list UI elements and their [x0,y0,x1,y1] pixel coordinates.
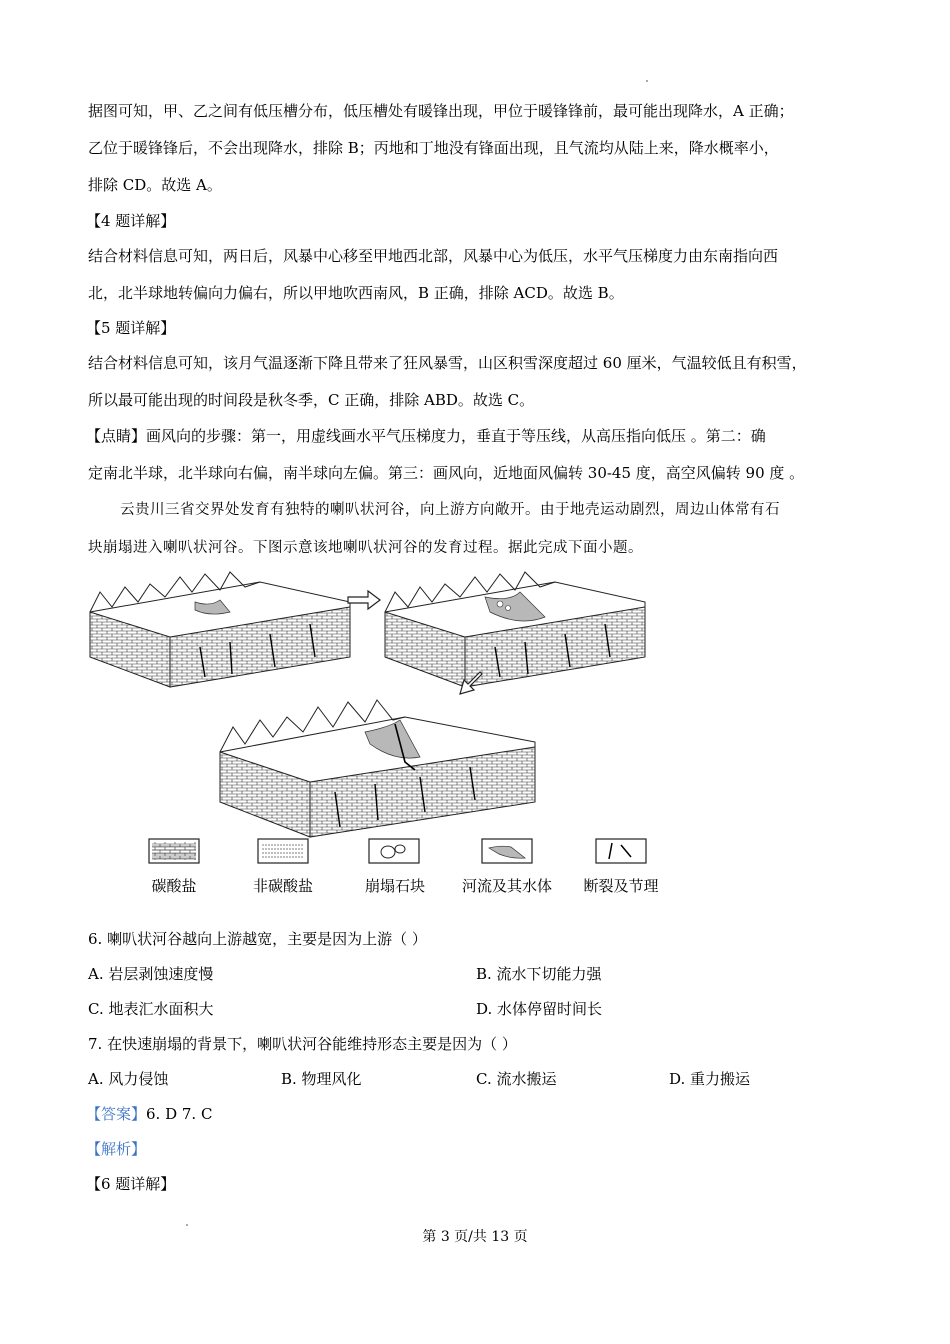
answer-line [86,1104,212,1124]
page-footer: 第 3 页/共 13 页 [422,1229,528,1245]
legend-label-river: 河流及其水体 [461,877,552,895]
section-heading-q5: 【5 题详解】 [86,319,176,337]
question-7-stem: 7. 在快速崩塌的背景下，喇叭状河谷能维持形态主要是因为（ ） [88,1035,517,1053]
legend-label-noncarbonate: 非碳酸盐 [252,877,313,895]
block-stage-1 [90,572,350,687]
tip-line [86,426,766,446]
answer-text: 6. D 7. C [146,1105,213,1123]
question-6-option-b: B. 流水下切能力强 [476,965,602,983]
question-7-option-a: A. 风力侵蚀 [88,1070,169,1088]
legend-collapse-rock-icon [368,838,420,864]
paragraph-line: 结合材料信息可知，两日后，风暴中心移至甲地西北部，风暴中心为低压，水平气压梯度力由东南指向西 [88,247,779,265]
paragraph-line: 北，北半球地转偏向力偏右，所以甲地吹西南风，B 正确，排除 ACD。故选 B。 [88,284,624,302]
question-6-stem: 6. 喇叭状河谷越向上游越宽，主要是因为上游（ ） [88,930,427,948]
page-speck [646,80,648,82]
analysis-label: 【解析】 [86,1140,147,1158]
paragraph-line: 结合材料信息可知，该月气温逐渐下降且带来了狂风暴雪，山区积雪深度超过 60 厘米，气温较低且有积雪， [88,354,807,372]
legend-carbonate-icon [148,838,200,864]
block-stage-3 [220,700,535,837]
material-line: 云贵川三省交界处发育有独特的喇叭状河谷，向上游方向敞开。由于地壳运动剧烈，周边山体常有石 [120,502,780,518]
question-6-option-c: C. 地表汇水面积大 [88,1000,214,1018]
paragraph-line: 据图可知，甲、乙之间有低压槽分布，低压槽处有暖锋出现，甲位于暖锋锋前，最可能出现降水，A 正确； [88,102,794,120]
answer-label: 【答案】 [86,1105,147,1123]
paragraph-line: 乙位于暖锋锋后，不会出现降水，排除 B；丙地和丁地没有锋面出现，且气流均从陆上来，降水概率小， [88,139,779,157]
arrow-right-icon [348,591,380,609]
question-6-option-a: A. 岩层剥蚀速度慢 [88,965,214,983]
question-7-option-b: B. 物理风化 [281,1070,362,1088]
legend-fault-icon [595,838,647,864]
question-7-option-d: D. 重力搬运 [669,1070,751,1088]
tip-line: 定南北半球，北半球向右偏，南半球向左偏。第三：画风向，近地面风偏转 30-45 度，高空风偏转 90 度 。 [88,464,805,482]
paragraph-line: 所以最可能出现的时间段是秋冬季，C 正确，排除 ABD。故选 C。 [88,391,535,409]
legend-noncarbonate-icon [257,838,309,864]
paragraph-line: 排除 CD。故选 A。 [88,176,222,194]
legend-label-collapse-rock: 崩塌石块 [364,877,425,895]
section-heading-q6: 【6 题详解】 [86,1175,176,1193]
block-stage-2 [385,572,645,687]
legend-label-fault: 断裂及节理 [583,877,659,895]
tip-label: 【点睛】 [86,427,147,445]
tip-text: 画风向的步骤：第一，用虚线画水平气压梯度力，垂直于等压线，从高压指向低压 。第二：确 [146,427,766,445]
question-6-option-d: D. 水体停留时间长 [476,1000,603,1018]
material-line: 块崩塌进入喇叭状河谷。下图示意该地喇叭状河谷的发育过程。据此完成下面小题。 [88,540,643,556]
legend-river-icon [481,838,533,864]
legend-label-carbonate: 碳酸盐 [151,877,197,895]
question-7-option-c: C. 流水搬运 [476,1070,557,1088]
section-heading-q4: 【4 题详解】 [86,212,176,230]
